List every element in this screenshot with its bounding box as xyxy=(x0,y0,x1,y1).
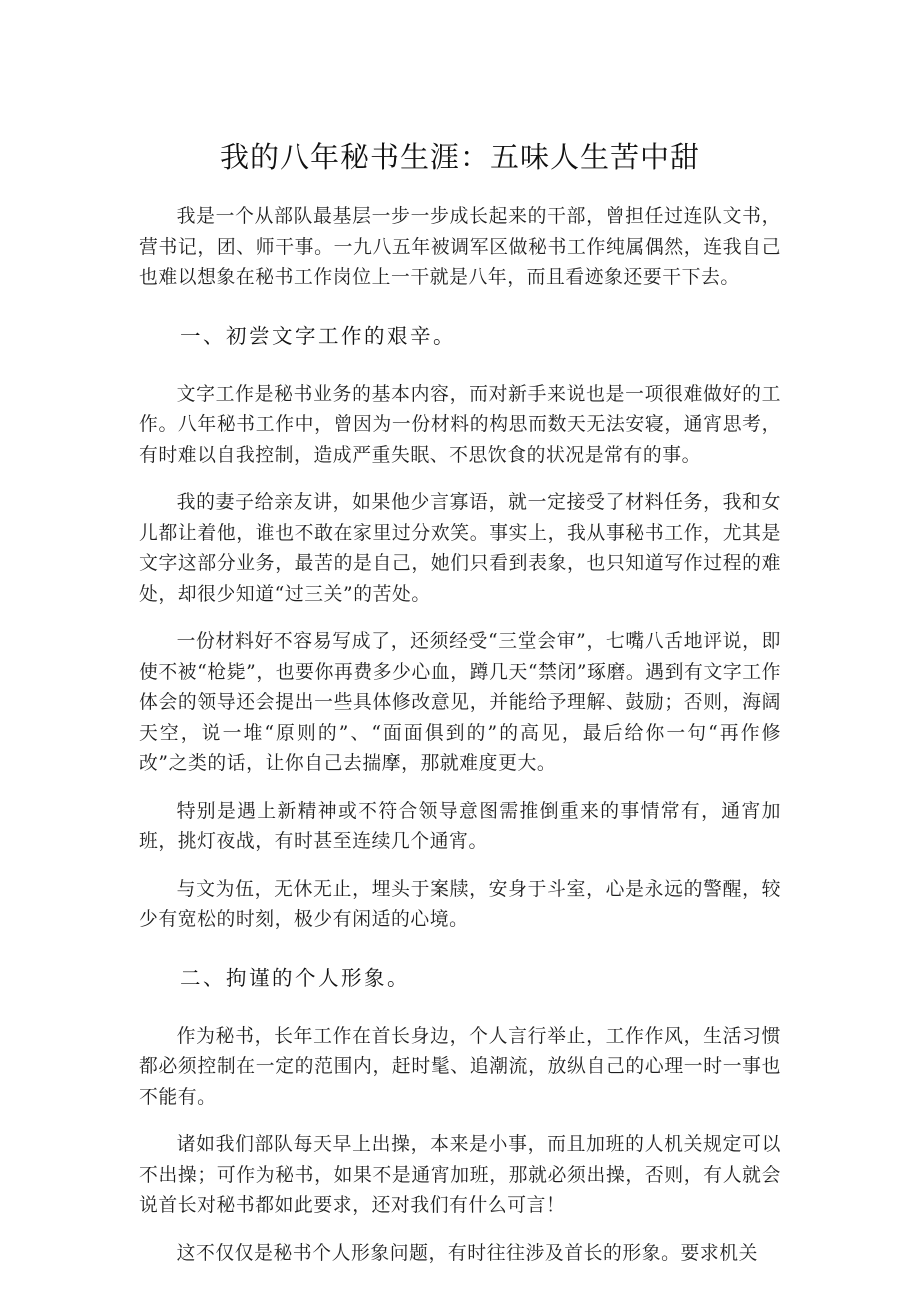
section-heading-1: 一、初尝文字工作的艰辛。 xyxy=(180,323,456,348)
intro-paragraph: 我是一个从部队最基层一步一步成长起来的干部，曾担任过连队文书，营书记，团、师干事。一九八五年被调军区做秘书工作纯属偶然，连我自己也难以想象在秘书工作岗位上一干就是八年，而且看迹象还要干下去。 xyxy=(139,206,781,288)
section1-paragraph: 一份材料好不容易写成了，还须经受“三堂会审”，七嘴八舌地评说，即使不被“枪毙”，也要你再费多少心血，蹲几天“禁闭”琢磨。遇到有文字工作体会的领导还会提出一些具体修改意见，并能给予理解、鼓励；否则，海阔天空，说一堆“原则的”、“面面俱到的”的高见，最后给你一句“再作修改”之类的话，让你自己去揣摩，那就难度更大。 xyxy=(139,631,781,774)
section1-paragraph: 文字工作是秘书业务的基本内容，而对新手来说也是一项很难做好的工作。八年秘书工作中，曾因为一份材料的构思而数天无法安寝，通宵思考，有时难以自我控制，造成严重失眠、不思饮食的状况是常有的事。 xyxy=(139,383,781,466)
section2-paragraph: 诸如我们部队每天早上出操，本来是小事，而且加班的人机关规定可以不出操；可作为秘书，如果不是通宵加班，那就必须出操，否则，有人就会说首长对秘书都如此要求，还对我们有什么可言！ xyxy=(139,1134,781,1216)
document-title: 我的八年秘书生涯：五味人生苦中甜 xyxy=(219,140,700,174)
section1-paragraph: 我的妻子给亲友讲，如果他少言寡语，就一定接受了材料任务，我和女儿都让着他，谁也不敢在家里过分欢笑。事实上，我从事秘书工作，尤其是文字这部分业务，最苦的是自己，她们只看到表象，也只知道写作过程的难处，却很少知道“过三关”的苦处。 xyxy=(139,492,781,605)
section1-paragraph: 特别是遇上新精神或不符合领导意图需推倒重来的事情常有，通宵加班，挑灯夜战，有时甚至连续几个通宵。 xyxy=(139,800,781,852)
document-body xyxy=(139,202,781,1286)
section1-paragraph: 与文为伍，无休无止，埋头于案牍，安身于斗室，心是永远的警醒，较少有宽松的时刻，极少有闲适的心境。 xyxy=(139,878,781,930)
section2-paragraph: 作为秘书，长年工作在首长身边，个人言行举止，工作作风，生活习惯都必须控制在一定的范围内，赶时髦、追潮流，放纵自己的心理一时一事也不能有。 xyxy=(139,1025,781,1108)
section2-paragraph: 这不仅仅是秘书个人形象问题，有时往往涉及首长的形象。要求机关 xyxy=(176,1242,759,1264)
section-heading-2: 二、拘谨的个人形象。 xyxy=(180,965,410,990)
